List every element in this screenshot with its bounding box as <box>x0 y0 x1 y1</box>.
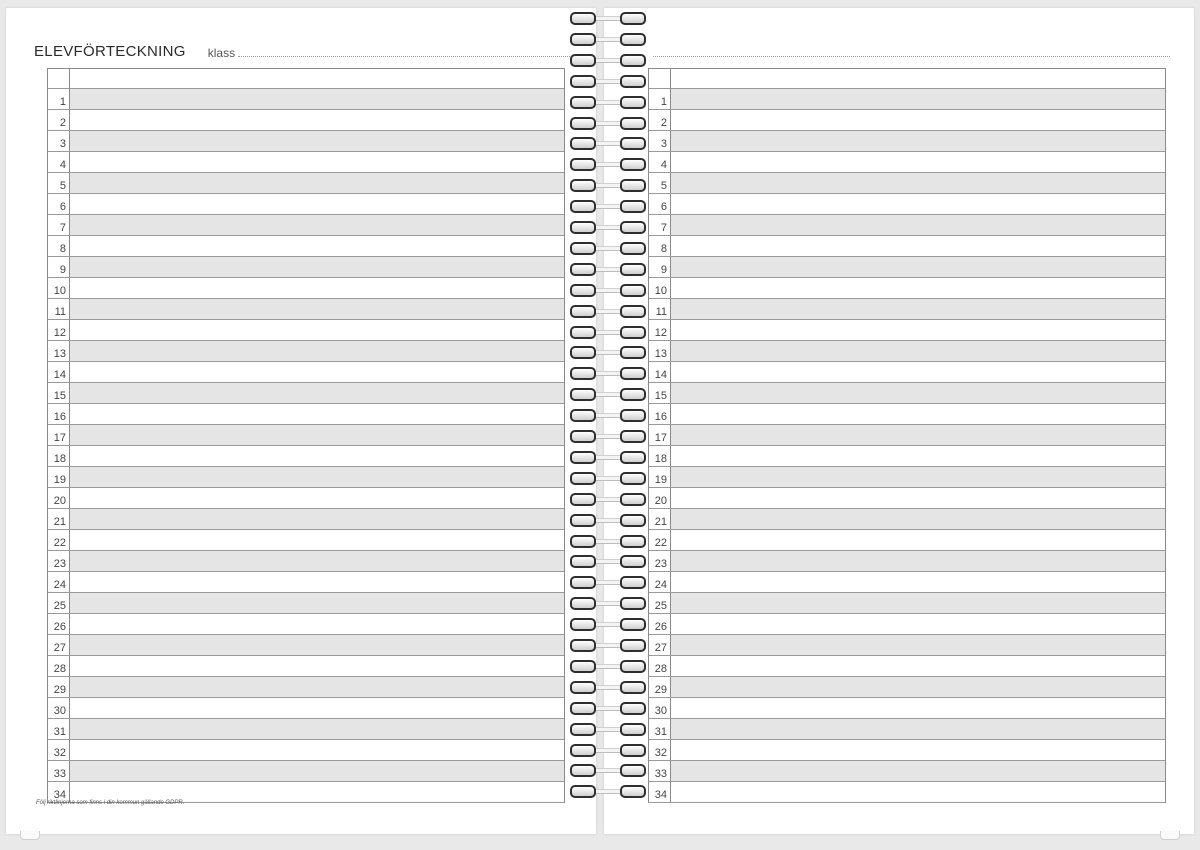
spiral-coil-icon <box>568 12 646 23</box>
table-row <box>649 110 1165 131</box>
student-name-field[interactable] <box>70 677 564 697</box>
student-name-field[interactable] <box>671 677 1165 697</box>
table-row <box>649 698 1165 719</box>
spiral-coil-icon <box>568 660 646 671</box>
table-row <box>48 320 564 341</box>
student-name-field[interactable] <box>70 488 564 508</box>
student-name-field[interactable] <box>70 740 564 760</box>
student-name-field[interactable] <box>70 656 564 676</box>
spiral-coil-icon <box>568 555 646 566</box>
student-name-field[interactable] <box>671 383 1165 403</box>
row-number: 23 <box>48 551 70 571</box>
student-name-field[interactable] <box>671 341 1165 361</box>
student-name-field[interactable] <box>70 110 564 130</box>
row-number: 3 <box>649 131 671 151</box>
row-number: 15 <box>48 383 70 403</box>
spiral-coil-icon <box>568 597 646 608</box>
spiral-coil-icon <box>568 326 646 337</box>
student-name-field[interactable] <box>671 131 1165 151</box>
table-row <box>649 551 1165 572</box>
student-name-field[interactable] <box>70 89 564 109</box>
table-row <box>48 446 564 467</box>
student-name-field[interactable] <box>70 152 564 172</box>
spiral-coil-icon <box>568 744 646 755</box>
table-row <box>48 194 564 215</box>
row-number: 16 <box>48 404 70 424</box>
row-number: 27 <box>649 635 671 655</box>
student-name-field[interactable] <box>671 110 1165 130</box>
student-name-field[interactable] <box>70 635 564 655</box>
student-name-field[interactable] <box>70 383 564 403</box>
right-header-line[interactable] <box>653 55 1170 57</box>
student-name-field[interactable] <box>70 551 564 571</box>
row-number: 14 <box>48 362 70 382</box>
student-name-field[interactable] <box>671 278 1165 298</box>
spiral-coil-icon <box>568 263 646 274</box>
row-number: 18 <box>48 446 70 466</box>
row-number: 2 <box>649 110 671 130</box>
row-number: 17 <box>48 425 70 445</box>
row-number: 1 <box>48 89 70 109</box>
row-number: 20 <box>649 488 671 508</box>
student-name-field[interactable] <box>70 509 564 529</box>
spiral-coil-icon <box>568 430 646 441</box>
student-name-field[interactable] <box>70 782 564 802</box>
right-page <box>604 8 1194 834</box>
spiral-coil-icon <box>568 284 646 295</box>
student-name-field[interactable] <box>671 530 1165 550</box>
row-number: 7 <box>48 215 70 235</box>
student-name-field[interactable] <box>671 362 1165 382</box>
row-number: 28 <box>48 656 70 676</box>
row-number: 25 <box>649 593 671 613</box>
row-number: 12 <box>649 320 671 340</box>
table-row <box>649 299 1165 320</box>
table-row <box>48 551 564 572</box>
left-student-table <box>47 68 565 803</box>
row-number: 4 <box>649 152 671 172</box>
spiral-binding <box>568 12 646 832</box>
spiral-coil-icon <box>568 346 646 357</box>
row-number: 15 <box>649 383 671 403</box>
table-row <box>48 278 564 299</box>
spiral-coil-icon <box>568 535 646 546</box>
student-name-field[interactable] <box>671 509 1165 529</box>
row-number: 21 <box>48 509 70 529</box>
student-name-field[interactable] <box>671 488 1165 508</box>
row-number: 32 <box>48 740 70 760</box>
student-name-field[interactable] <box>70 320 564 340</box>
row-number: 29 <box>48 677 70 697</box>
table-row <box>649 131 1165 152</box>
table-row <box>649 278 1165 299</box>
number-column-header <box>48 69 70 89</box>
row-number: 33 <box>649 761 671 781</box>
row-number: 5 <box>649 173 671 193</box>
student-name-field[interactable] <box>70 257 564 277</box>
spiral-coil-icon <box>568 576 646 587</box>
row-number: 8 <box>48 236 70 256</box>
student-name-field[interactable] <box>671 635 1165 655</box>
table-row <box>48 656 564 677</box>
student-name-field[interactable] <box>70 215 564 235</box>
row-number: 22 <box>48 530 70 550</box>
row-number: 14 <box>649 362 671 382</box>
student-name-field[interactable] <box>671 236 1165 256</box>
student-name-field[interactable] <box>70 299 564 319</box>
table-row <box>48 299 564 320</box>
table-row <box>649 404 1165 425</box>
table-row <box>649 467 1165 488</box>
row-number: 9 <box>649 257 671 277</box>
row-number: 34 <box>48 782 70 802</box>
row-number: 31 <box>649 719 671 739</box>
spiral-coil-icon <box>568 514 646 525</box>
student-name-field[interactable] <box>70 131 564 151</box>
row-number: 29 <box>649 677 671 697</box>
student-name-field[interactable] <box>671 320 1165 340</box>
number-column-header <box>649 69 671 89</box>
row-number: 10 <box>48 278 70 298</box>
page-tab <box>1160 831 1180 840</box>
table-row <box>649 236 1165 257</box>
table-row <box>649 761 1165 782</box>
table-row <box>48 509 564 530</box>
spiral-coil-icon <box>568 451 646 462</box>
spiral-coil-icon <box>568 117 646 128</box>
spiral-coil-icon <box>568 54 646 65</box>
table-row <box>48 488 564 509</box>
row-number: 2 <box>48 110 70 130</box>
table-row <box>48 131 564 152</box>
table-row <box>48 719 564 740</box>
student-name-field[interactable] <box>70 341 564 361</box>
table-row <box>48 404 564 425</box>
row-number: 26 <box>649 614 671 634</box>
table-row <box>48 152 564 173</box>
row-number: 11 <box>649 299 671 319</box>
student-name-field[interactable] <box>671 782 1165 802</box>
student-name-field[interactable] <box>70 362 564 382</box>
row-number: 9 <box>48 257 70 277</box>
student-name-field[interactable] <box>70 572 564 592</box>
student-name-field[interactable] <box>70 530 564 550</box>
row-number: 23 <box>649 551 671 571</box>
spiral-coil-icon <box>568 33 646 44</box>
page-title: ELEVFÖRTECKNING <box>34 43 186 60</box>
student-name-field[interactable] <box>671 572 1165 592</box>
row-number: 12 <box>48 320 70 340</box>
row-number: 1 <box>649 89 671 109</box>
table-row <box>649 173 1165 194</box>
table-row <box>48 215 564 236</box>
student-name-field[interactable] <box>671 215 1165 235</box>
row-number: 16 <box>649 404 671 424</box>
student-name-field[interactable] <box>70 614 564 634</box>
row-number: 22 <box>649 530 671 550</box>
table-row <box>649 152 1165 173</box>
student-name-field[interactable] <box>671 740 1165 760</box>
student-name-field[interactable] <box>70 278 564 298</box>
table-row <box>48 530 564 551</box>
row-number: 25 <box>48 593 70 613</box>
student-name-field[interactable] <box>671 257 1165 277</box>
row-number: 30 <box>48 698 70 718</box>
table-row <box>649 257 1165 278</box>
student-name-field[interactable] <box>70 425 564 445</box>
spiral-coil-icon <box>568 618 646 629</box>
table-row <box>649 740 1165 761</box>
student-name-field[interactable] <box>70 446 564 466</box>
table-row <box>48 110 564 131</box>
table-row <box>48 698 564 719</box>
table-row <box>649 677 1165 698</box>
student-name-field[interactable] <box>671 719 1165 739</box>
student-name-field[interactable] <box>70 236 564 256</box>
table-row <box>48 677 564 698</box>
table-row <box>48 572 564 593</box>
row-number: 19 <box>649 467 671 487</box>
row-number: 24 <box>649 572 671 592</box>
row-number: 19 <box>48 467 70 487</box>
row-number: 24 <box>48 572 70 592</box>
row-number: 31 <box>48 719 70 739</box>
spiral-coil-icon <box>568 179 646 190</box>
page-tab <box>20 831 40 840</box>
row-number: 17 <box>649 425 671 445</box>
spiral-coil-icon <box>568 137 646 148</box>
table-row <box>649 89 1165 110</box>
student-name-field[interactable] <box>70 698 564 718</box>
table-row <box>649 509 1165 530</box>
row-number: 3 <box>48 131 70 151</box>
table-row <box>649 320 1165 341</box>
table-row <box>48 614 564 635</box>
table-row <box>649 530 1165 551</box>
row-number: 6 <box>649 194 671 214</box>
student-name-field[interactable] <box>671 593 1165 613</box>
spiral-coil-icon <box>568 158 646 169</box>
name-column-header <box>70 69 564 88</box>
student-name-field[interactable] <box>70 719 564 739</box>
table-row <box>48 740 564 761</box>
spiral-coil-icon <box>568 723 646 734</box>
row-number: 18 <box>649 446 671 466</box>
table-row <box>48 425 564 446</box>
spiral-coil-icon <box>568 75 646 86</box>
row-number: 20 <box>48 488 70 508</box>
table-row <box>649 656 1165 677</box>
spiral-coil-icon <box>568 702 646 713</box>
row-number: 8 <box>649 236 671 256</box>
table-row <box>649 635 1165 656</box>
row-number: 5 <box>48 173 70 193</box>
table-row <box>649 383 1165 404</box>
spiral-coil-icon <box>568 96 646 107</box>
row-number: 21 <box>649 509 671 529</box>
row-number: 13 <box>48 341 70 361</box>
klass-label: klass <box>207 46 236 60</box>
spiral-coil-icon <box>568 388 646 399</box>
table-header-row <box>649 69 1165 89</box>
student-name-field[interactable] <box>70 467 564 487</box>
row-number: 27 <box>48 635 70 655</box>
spiral-coil-icon <box>568 367 646 378</box>
row-number: 10 <box>649 278 671 298</box>
table-row <box>48 89 564 110</box>
gdpr-footnote: Följ riktlinjerna som finns i din kommun gällande GDPR. <box>36 800 185 806</box>
student-name-field[interactable] <box>70 404 564 424</box>
student-name-field[interactable] <box>671 467 1165 487</box>
spiral-coil-icon <box>568 639 646 650</box>
spiral-coil-icon <box>568 493 646 504</box>
table-row <box>649 362 1165 383</box>
student-name-field[interactable] <box>671 152 1165 172</box>
student-name-field[interactable] <box>70 593 564 613</box>
right-student-table <box>648 68 1166 803</box>
spiral-coil-icon <box>568 785 646 796</box>
table-row <box>48 635 564 656</box>
row-number: 30 <box>649 698 671 718</box>
student-name-field[interactable] <box>70 761 564 781</box>
table-row <box>649 425 1165 446</box>
table-row <box>48 467 564 488</box>
row-number: 26 <box>48 614 70 634</box>
spiral-coil-icon <box>568 764 646 775</box>
table-row <box>649 614 1165 635</box>
spiral-coil-icon <box>568 681 646 692</box>
left-page <box>6 8 596 834</box>
student-name-field[interactable] <box>70 173 564 193</box>
spiral-coil-icon <box>568 200 646 211</box>
table-row <box>649 341 1165 362</box>
table-row <box>48 257 564 278</box>
table-row <box>649 215 1165 236</box>
student-name-field[interactable] <box>671 404 1165 424</box>
spiral-coil-icon <box>568 221 646 232</box>
student-name-field[interactable] <box>671 551 1165 571</box>
table-row <box>48 761 564 782</box>
table-row <box>649 194 1165 215</box>
table-row <box>48 173 564 194</box>
row-number: 7 <box>649 215 671 235</box>
student-name-field[interactable] <box>671 656 1165 676</box>
row-number: 4 <box>48 152 70 172</box>
table-row <box>48 383 564 404</box>
klass-input-line[interactable] <box>238 55 574 57</box>
row-number: 11 <box>48 299 70 319</box>
table-row <box>649 593 1165 614</box>
student-name-field[interactable] <box>671 425 1165 445</box>
row-number: 13 <box>649 341 671 361</box>
spiral-coil-icon <box>568 305 646 316</box>
student-name-field[interactable] <box>671 698 1165 718</box>
student-name-field[interactable] <box>671 614 1165 634</box>
table-row <box>649 488 1165 509</box>
spiral-coil-icon <box>568 472 646 483</box>
row-number: 33 <box>48 761 70 781</box>
table-header-row <box>48 69 564 89</box>
student-name-field[interactable] <box>70 194 564 214</box>
student-name-field[interactable] <box>671 299 1165 319</box>
table-row <box>48 362 564 383</box>
row-number: 32 <box>649 740 671 760</box>
student-name-field[interactable] <box>671 446 1165 466</box>
table-row <box>649 446 1165 467</box>
table-row <box>649 719 1165 740</box>
row-number: 6 <box>48 194 70 214</box>
table-row <box>48 593 564 614</box>
student-name-field[interactable] <box>671 194 1165 214</box>
row-number: 34 <box>649 782 671 802</box>
spiral-coil-icon <box>568 242 646 253</box>
right-header <box>650 36 1170 60</box>
student-name-field[interactable] <box>671 89 1165 109</box>
spiral-coil-icon <box>568 409 646 420</box>
table-row <box>48 341 564 362</box>
name-column-header <box>671 69 1165 88</box>
left-header <box>34 36 574 60</box>
table-row <box>649 782 1165 803</box>
row-number: 28 <box>649 656 671 676</box>
student-name-field[interactable] <box>671 173 1165 193</box>
table-row <box>48 236 564 257</box>
table-row <box>649 572 1165 593</box>
student-name-field[interactable] <box>671 761 1165 781</box>
